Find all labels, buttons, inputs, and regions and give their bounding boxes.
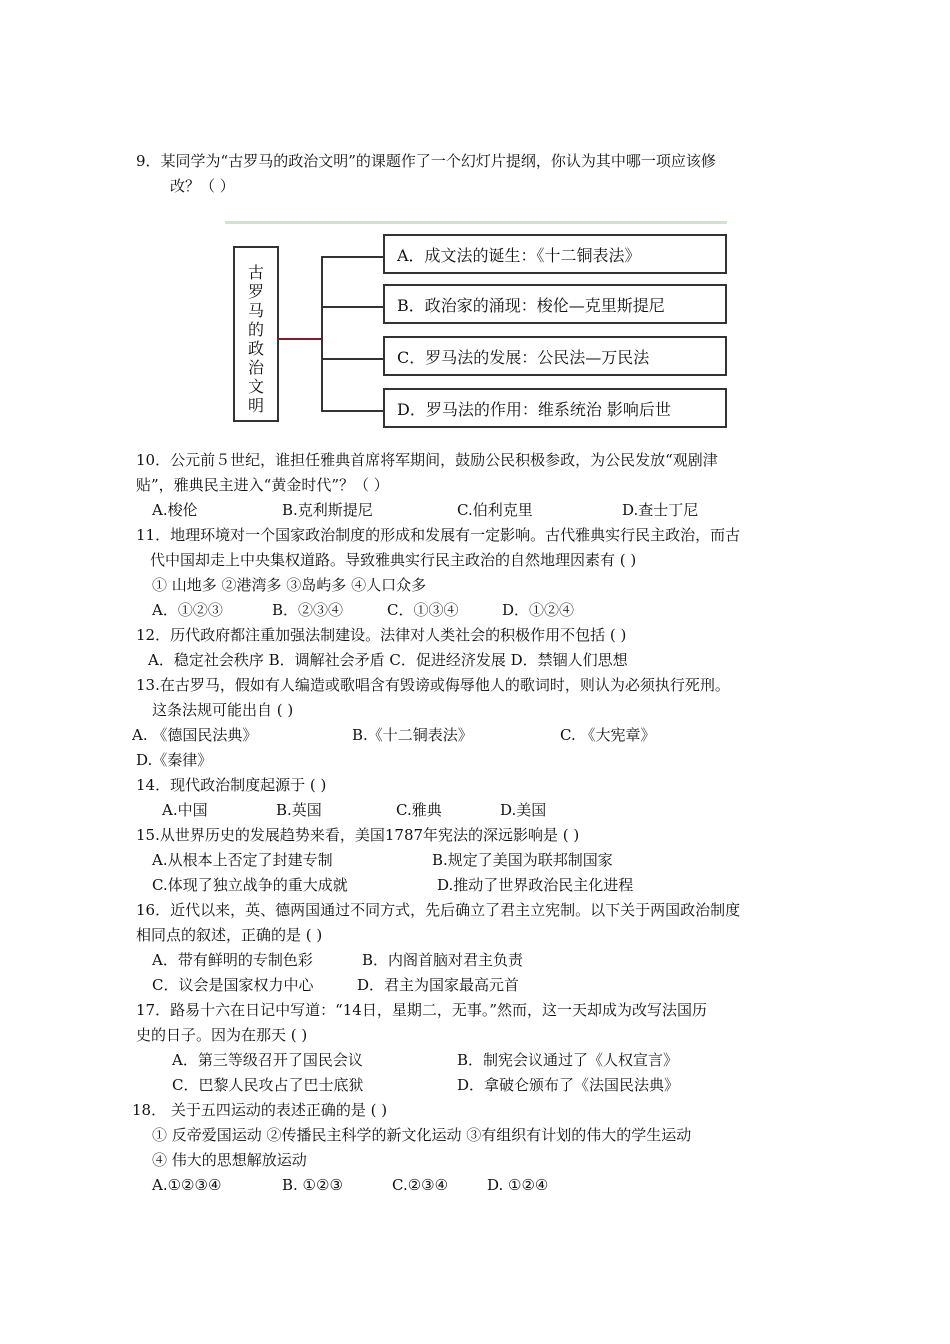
question-11-items: ① 山地多 ②港湾多 ③岛屿多 ④人口众多: [152, 576, 427, 594]
question-11-line-1: 11．地理环境对一个国家政治制度的形成和发展有一定影响。古代雅典实行民主政治，而古: [136, 526, 741, 544]
question-9-line-2: 改？（ ）: [170, 177, 235, 195]
diagram-title-char: 政: [247, 339, 264, 358]
diagram-item-d: [383, 388, 727, 428]
question-13-option-a: A. 《德国民法典》: [132, 726, 258, 744]
question-15-option-c: C.体现了独立战争的重大成就: [152, 876, 348, 894]
question-18-option-c: C.②③④: [392, 1176, 449, 1194]
question-17-option-b: B．制宪会议通过了《人权宣言》: [457, 1051, 679, 1069]
diagram-title-box: [233, 246, 279, 422]
question-10-option-c: C.伯利克里: [457, 501, 533, 519]
diagram-title-char: 文: [247, 377, 264, 396]
question-17-line-2: 史的日子。因为在那天 ( ): [136, 1026, 308, 1044]
question-11-option-d: D．①②④: [502, 601, 575, 619]
question-17-option-a: A．第三等级召开了国民会议: [172, 1051, 363, 1069]
diagram-connector: [277, 338, 321, 340]
question-14-option-c: C.雅典: [396, 801, 442, 819]
diagram-item-text: B．政治家的涌现：梭伦—克里斯提尼: [397, 296, 665, 315]
diagram-item-b: [383, 284, 727, 324]
question-17-line-1: 17．路易十六在日记中写道：“14日，星期二，无事。”然而，这一天却成为改写法国历: [136, 1001, 708, 1019]
question-13-line-1: 13.在古罗马，假如有人编造或歌唱含有毁谤或侮辱他人的歌词时，则认为必须执行死刑。: [136, 676, 730, 694]
diagram-item-text: D．罗马法的作用：维系统治 影响后世: [397, 400, 671, 419]
question-13-line-2: 这条法规可能出自 ( ): [152, 701, 294, 719]
question-14-option-b: B.英国: [276, 801, 322, 819]
question-11-option-b: B．②③④: [272, 601, 344, 619]
question-10-option-d: D.查士丁尼: [622, 501, 699, 519]
question-16-option-b: B．内阁首脑对君主负责: [362, 951, 524, 969]
question-16-option-a: A．带有鲜明的专制色彩: [152, 951, 313, 969]
diagram-title-char: 治: [247, 358, 264, 377]
question-11-option-a: A．①②③: [152, 601, 223, 619]
diagram-item-c: [383, 336, 727, 376]
diagram-item-text: A．成文法的诞生：《十二铜表法》: [397, 246, 641, 265]
question-10-option-a: A.梭伦: [152, 501, 198, 519]
diagram-connector: [321, 256, 383, 258]
question-10-option-b: B.克利斯提尼: [282, 501, 373, 519]
diagram-item-text: C．罗马法的发展：公民法—万民法: [397, 348, 650, 367]
question-15-option-d: D.推动了世界政治民主化进程: [437, 876, 634, 894]
question-13-option-c: C. 《大宪章》: [560, 726, 656, 744]
question-18-option-d: D. ①②④: [487, 1176, 549, 1194]
question-17-option-c: C．巴黎人民攻占了巴士底狱: [172, 1076, 364, 1094]
roman-politics-outline-diagram: [225, 221, 727, 434]
question-11-option-c: C．①③④: [387, 601, 459, 619]
question-12-line-1: 12．历代政府都注重加强法制建设。法律对人类社会的积极作用不包括 ( ): [136, 626, 627, 644]
question-14-option-a: A.中国: [162, 801, 208, 819]
question-14-option-d: D.美国: [500, 801, 547, 819]
question-16-line-1: 16．近代以来，英、德两国通过不同方式，先后确立了君主立宪制。以下关于两国政治制度: [136, 901, 741, 919]
diagram-connector: [321, 306, 383, 308]
question-17-option-d: D．拿破仑颁布了《法国民法典》: [457, 1076, 680, 1094]
question-16-option-c: C．议会是国家权力中心: [152, 976, 314, 994]
question-15-line-1: 15.从世界历史的发展趋势来看，美国1787年宪法的深远影响是 ( ): [136, 826, 580, 844]
question-18-items-2: ④ 伟大的思想解放运动: [152, 1151, 307, 1169]
question-11-line-2: 代中国却走上中央集权道路。导致雅典实行民主政治的自然地理因素有 ( ): [150, 551, 637, 569]
question-15-option-a: A.从根本上否定了封建专制: [152, 851, 333, 869]
question-9-line-1: 9．某同学为“古罗马的政治文明”的课题作了一个幻灯片提纲，你认为其中哪一项应该修: [136, 152, 716, 170]
question-13-option-d: D.《秦律》: [136, 751, 213, 769]
question-18-option-b: B. ①②③: [282, 1176, 343, 1194]
diagram-title-char: 明: [247, 396, 264, 415]
question-18-items-1: ① 反帝爱国运动 ②传播民主科学的新文化运动 ③有组织有计划的伟大的学生运动: [152, 1126, 692, 1144]
question-12-options: A．稳定社会秩序 B．调解社会矛盾 C．促进经济发展 D．禁锢人们思想: [148, 651, 628, 669]
question-13-option-b: B.《十二铜表法》: [352, 726, 473, 744]
question-16-line-2: 相同点的叙述，正确的是 ( ): [136, 926, 323, 944]
diagram-title-char: 的: [247, 320, 264, 339]
diagram-connector: [321, 256, 323, 410]
question-18-line-1: 18． 关于五四运动的表述正确的是 ( ): [132, 1101, 388, 1119]
question-18-option-a: A.①②③④: [152, 1176, 222, 1194]
diagram-connector: [321, 358, 383, 360]
diagram-item-a: [383, 234, 727, 274]
question-14-line-1: 14．现代政治制度起源于 ( ): [136, 776, 327, 794]
diagram-title-char: 马: [247, 301, 264, 320]
diagram-title-char: 罗: [247, 282, 264, 301]
question-10-line-1: 10．公元前５世纪，谁担任雅典首席将军期间，鼓励公民积极参政，为公民发放“观剧津: [136, 451, 718, 469]
diagram-title-char: 古: [247, 263, 264, 282]
diagram-connector: [321, 410, 383, 412]
question-10-line-2: 贴”，雅典民主进入“黄金时代”？（ ）: [136, 476, 389, 494]
question-15-option-b: B.规定了美国为联邦制国家: [432, 851, 613, 869]
question-16-option-d: D．君主为国家最高元首: [357, 976, 520, 994]
